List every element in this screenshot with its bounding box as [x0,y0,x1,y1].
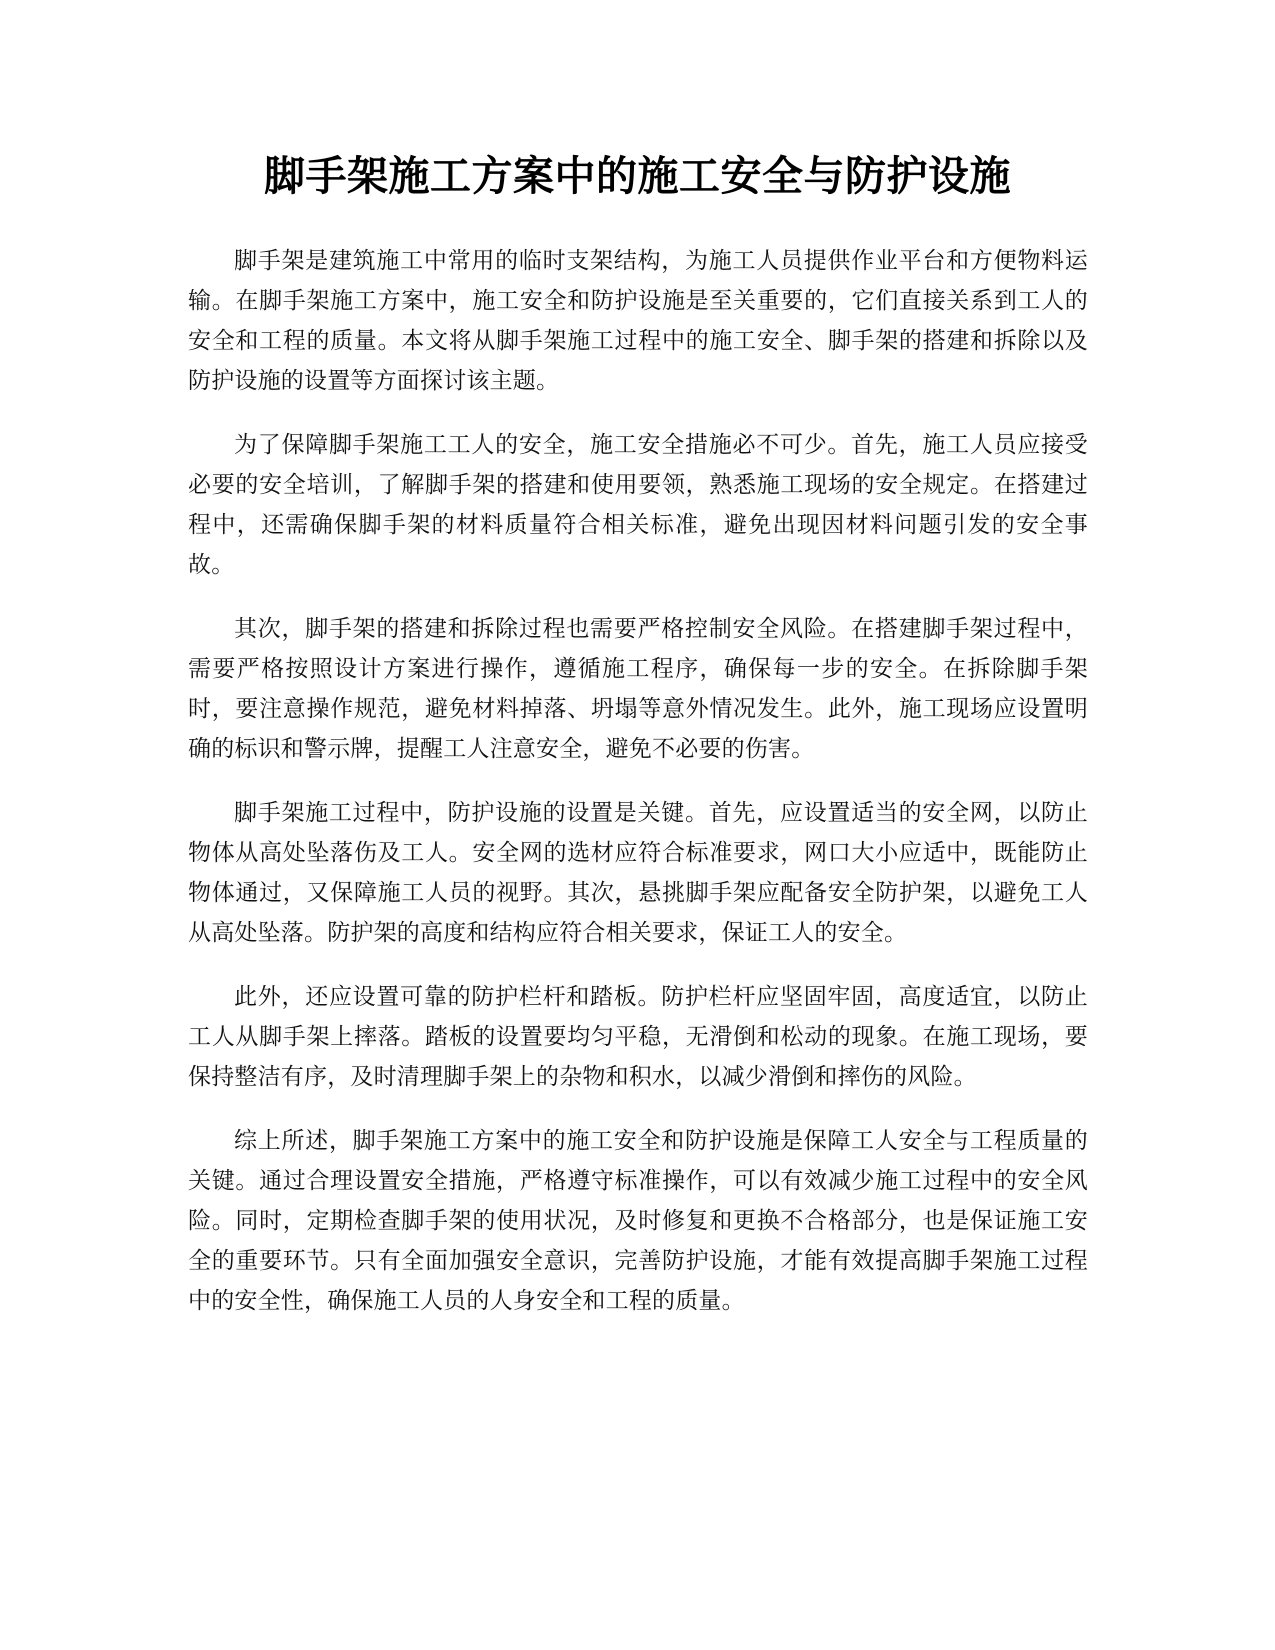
paragraph-safety-measures: 为了保障脚手架施工工人的安全，施工安全措施必不可少。首先，施工人员应接受必要的安全培训，了解脚手架的搭建和使用要领，熟悉施工现场的安全规定。在搭建过程中，还需确保脚手架的材料质量符合相关标准，避免出现因材料问题引发的安全事故。 [188,432,1088,578]
document-title: 脚手架施工方案中的施工安全与防护设施 [264,152,1011,200]
paragraph-intro: 脚手架是建筑施工中常用的临时支架结构，为施工人员提供作业平台和方便物料运输。在脚手架施工方案中，施工安全和防护设施是至关重要的，它们直接关系到工人的安全和工程的质量。本文将从脚手架施工过程中的施工安全、脚手架的搭建和拆除以及防护设施的设置等方面探讨该主题。 [188,248,1088,394]
paragraph-erection-removal: 其次，脚手架的搭建和拆除过程也需要严格控制安全风险。在搭建脚手架过程中，需要严格按照设计方案进行操作，遵循施工程序，确保每一步的安全。在拆除脚手架时，要注意操作规范，避免材料掉落、坍塌等意外情况发生。此外，施工现场应设置明确的标识和警示牌，提醒工人注意安全，避免不必要的伤害。 [188,616,1088,762]
document-body [188,241,1088,1345]
paragraph-protective-facilities: 脚手架施工过程中，防护设施的设置是关键。首先，应设置适当的安全网，以防止物体从高处坠落伤及工人。安全网的选材应符合标准要求，网口大小应适中，既能防止物体通过，又保障施工人员的视野。其次，悬挑脚手架应配备安全防护架，以避免工人从高处坠落。防护架的高度和结构应符合相关要求，保证工人的安全。 [188,800,1088,946]
paragraph-conclusion: 综上所述，脚手架施工方案中的施工安全和防护设施是保障工人安全与工程质量的关键。通过合理设置安全措施，严格遵守标准操作，可以有效减少施工过程中的安全风险。同时，定期检查脚手架的使用状况，及时修复和更换不合格部分，也是保证施工安全的重要环节。只有全面加强安全意识，完善防护设施，才能有效提高脚手架施工过程中的安全性，确保施工人员的人身安全和工程的质量。 [188,1128,1088,1314]
paragraph-railings-boards: 此外，还应设置可靠的防护栏杆和踏板。防护栏杆应坚固牢固，高度适宜，以防止工人从脚手架上摔落。踏板的设置要均匀平稳，无滑倒和松动的现象。在施工现场，要保持整洁有序，及时清理脚手架上的杂物和积水，以减少滑倒和摔伤的风险。 [188,984,1088,1090]
